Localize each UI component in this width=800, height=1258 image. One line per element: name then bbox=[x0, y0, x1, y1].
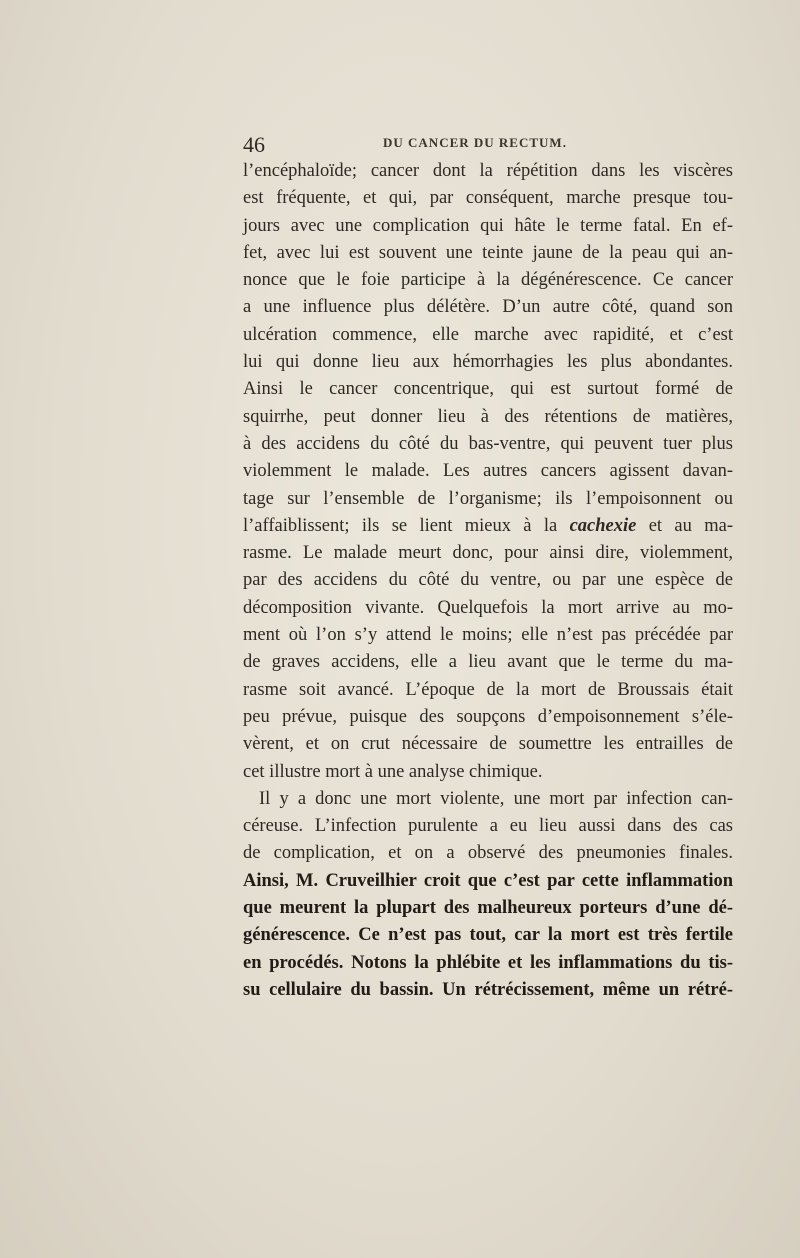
text-line: squirrhe, peut donner lieu à des rétentions de matières, bbox=[243, 406, 733, 427]
text-line: Ainsi le cancer concentrique, qui est surtout formé de bbox=[243, 379, 733, 400]
line-text-after: et au ma- bbox=[636, 515, 733, 536]
text-line: fet, avec lui est souvent une teinte jaune de la peau qui an- bbox=[243, 242, 733, 263]
text-line: céreuse. L’infection purulente a eu lieu aussi dans des cas bbox=[243, 816, 733, 837]
text-line: à des accidens du côté du bas-ventre, qui peuvent tuer plus bbox=[243, 433, 733, 454]
text-line: de complication, et on a observé des pneumonies finales. bbox=[243, 843, 733, 864]
text-line: rasme soit avancé. L’époque de la mort de Broussais était bbox=[243, 679, 733, 700]
text-line: l’encéphaloïde; cancer dont la répétition dans les viscères bbox=[243, 161, 733, 181]
text-line: su cellulaire du bassin. Un rétrécissement, même un rétré- bbox=[243, 979, 733, 1000]
text-line: décomposition vivante. Quelquefois la mort arrive au mo- bbox=[243, 597, 733, 618]
body-text bbox=[243, 158, 733, 1004]
text-line: ulcération commence, elle marche avec rapidité, et c’est bbox=[243, 324, 733, 345]
text-line: Ainsi, M. Cruveilhier croit que c’est par cette inflammation bbox=[243, 870, 733, 891]
page-header bbox=[243, 132, 733, 157]
text-line: violemment le malade. Les autres cancers agissent davan- bbox=[243, 461, 733, 482]
text-line: en procédés. Notons la phlébite et les inflammations du tis- bbox=[243, 952, 733, 973]
text-line: peu prévue, puisque des soupçons d’empoisonnement s’éle- bbox=[243, 706, 733, 727]
italic-term: cachexie bbox=[569, 515, 637, 536]
text-line: vèrent, et on crut nécessaire de soumettre les entrailles de bbox=[243, 734, 733, 755]
text-line: a une influence plus délétère. D’un autre côté, quand son bbox=[243, 297, 733, 318]
paragraph-1 bbox=[243, 158, 733, 786]
text-line: générescence. Ce n’est pas tout, car la mort est très fertile bbox=[243, 925, 733, 946]
text-line: tage sur l’ensemble de l’organisme; ils l’empoisonnent ou bbox=[243, 488, 733, 509]
text-line: jours avec une complication qui hâte le terme fatal. En ef- bbox=[243, 215, 733, 236]
text-line: de graves accidens, elle a lieu avant que le terme du ma- bbox=[243, 652, 733, 673]
text-line-with-italic bbox=[243, 513, 733, 540]
text-line: est fréquente, et qui, par conséquent, marche presque tou- bbox=[243, 188, 733, 209]
running-title: DU CANCER DU RECTUM. bbox=[383, 135, 567, 150]
text-line: Il y a donc une mort violente, une mort par infection can- bbox=[259, 788, 733, 809]
text-line: ment où l’on s’y attend le moins; elle n’est pas précédée par bbox=[243, 625, 733, 646]
text-line: rasme. Le malade meurt donc, pour ainsi dire, violemment, bbox=[243, 543, 733, 564]
line-text-before: l’affaiblissent; ils se lient mieux à la bbox=[243, 515, 570, 536]
page-number: 46 bbox=[243, 132, 265, 157]
paragraph-2 bbox=[243, 786, 733, 1004]
text-line: par des accidens du côté du ventre, ou par une espèce de bbox=[243, 570, 733, 591]
text-line: lui qui donne lieu aux hémorrhagies les plus abondantes. bbox=[243, 352, 733, 373]
text-line: cet illustre mort à une analyse chimique. bbox=[243, 761, 543, 782]
text-line: nonce que le foie participe à la dégénérescence. Ce cancer bbox=[243, 270, 733, 291]
text-line: que meurent la plupart des malheureux porteurs d’une dé- bbox=[243, 898, 733, 919]
